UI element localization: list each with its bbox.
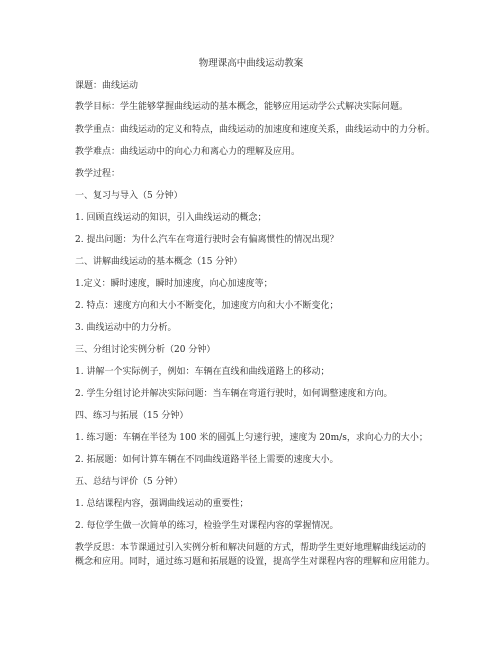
lesson-topic: 课题：曲线运动 — [75, 81, 139, 91]
section-heading: 一、复习与导入（5 分钟） — [75, 191, 183, 201]
list-item: 1. 回顾直线运动的知识，引入曲线运动的概念； — [75, 213, 267, 223]
section-heading: 四、练习与拓展（15 分钟） — [75, 411, 189, 421]
teaching-goal: 教学目标：学生能够掌握曲线运动的基本概念，能够应用运动学公式解决实际问题。 — [75, 102, 409, 112]
list-item: 2. 学生分组讨论并解决实际问题：当车辆在弯道行驶时，如何调整速度和方向。 — [75, 389, 393, 399]
list-item: 2. 特点：速度方向和大小不断变化，加速度方向和大小不断变化； — [75, 301, 339, 311]
reflection-line: 概念和应用。同时，通过练习题和拓展题的设置，提高学生对课程内容的理解和应用能力。 — [75, 557, 436, 567]
document-title: 物理课高中曲线运动教案 — [198, 58, 304, 69]
section-heading: 三、分组讨论实例分析（20 分钟） — [75, 345, 216, 355]
list-item: 2. 提出问题：为什么汽车在弯道行驶时会有偏离惯性的情况出现？ — [75, 235, 339, 245]
section-heading: 五、总结与评价（5 分钟） — [75, 477, 183, 487]
list-item: 1. 总结课程内容，强调曲线运动的重要性； — [75, 499, 249, 509]
teaching-process: 教学过程： — [75, 169, 121, 179]
list-item: 1. 讲解一个实际例子，例如：车辆在直线和曲线道路上的移动； — [75, 367, 330, 377]
list-item: 2. 拓展题：如何计算车辆在不同曲线道路半径上需要的速度大小。 — [75, 455, 339, 465]
list-item: 2. 每位学生做一次简单的练习，检验学生对课程内容的掌握情况。 — [75, 521, 339, 531]
list-item: 1. 练习题：车辆在半径为 100 米的圆弧上匀速行驶，速度为 20m/s，求向心力的大小； — [75, 433, 428, 443]
reflection-line: 教学反思：本节课通过引入实例分析和解决问题的方式，帮助学生更好地理解曲线运动的 — [75, 543, 427, 553]
section-heading: 二、讲解曲线运动的基本概念（15 分钟） — [75, 257, 243, 267]
teaching-focus: 教学重点：曲线运动的定义和特点，曲线运动的加速度和速度关系，曲线运动中的力分析。 — [75, 125, 436, 135]
list-item: 3. 曲线运动中的力分析。 — [75, 323, 177, 333]
teaching-difficulty: 教学难点：曲线运动中的向心力和离心力的理解及应用。 — [75, 147, 301, 157]
list-item: 1.定义：瞬时速度，瞬时加速度，向心加速度等； — [75, 279, 273, 289]
